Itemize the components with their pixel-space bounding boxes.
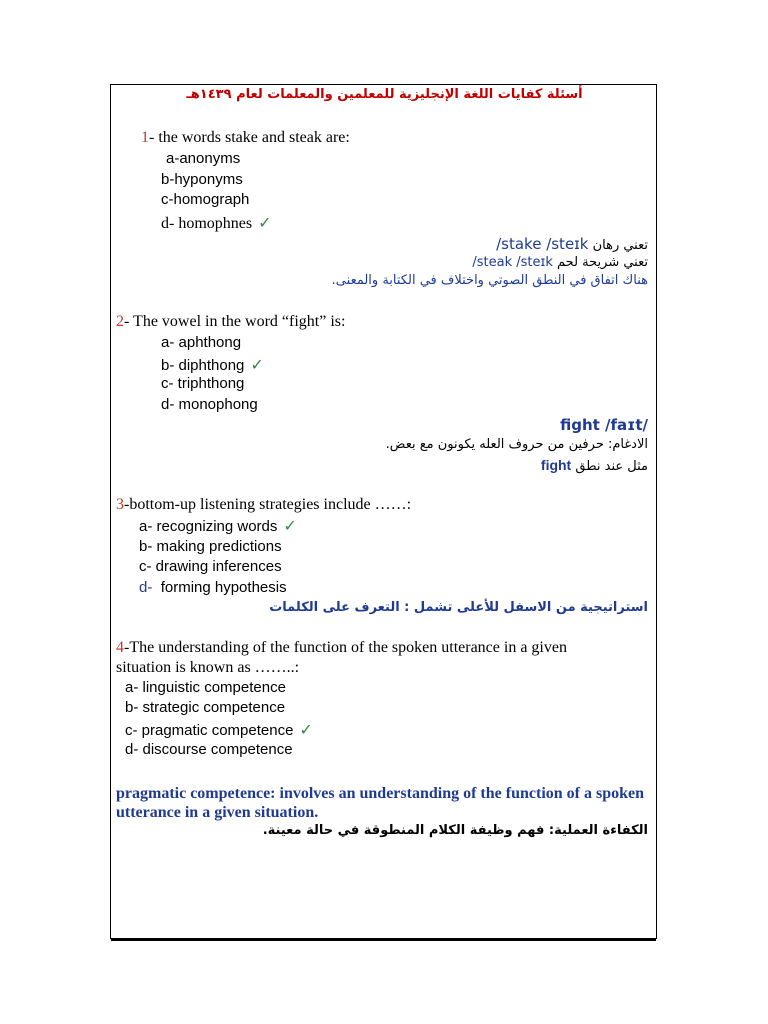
phonetic-en: stake /steɪk/ xyxy=(496,235,589,253)
question-number: 1 xyxy=(141,129,149,146)
check-mark-icon: ✓ xyxy=(258,215,272,232)
q2-option-c: c- triphthong xyxy=(161,375,245,392)
option-label: a- recognizing words xyxy=(139,518,278,535)
question-4 xyxy=(116,639,567,657)
phonetic-ar: تعني رهان xyxy=(592,238,648,253)
option-label: c- pragmatic competence xyxy=(125,722,294,739)
q2-option-d: d- monophong xyxy=(161,396,258,413)
question-text: -bottom-up listening strategies include ……: xyxy=(124,496,412,513)
question-text: - the words stake and steak are: xyxy=(149,129,350,146)
phonetic-ar: تعني شريحة لحم xyxy=(557,255,648,270)
q1-note: هناك اتفاق في النطق الصوتي واختلاف في الكتابة والمعنى. xyxy=(331,273,648,288)
q1-option-c: c-homograph xyxy=(161,191,250,208)
option-letter: d- xyxy=(139,579,153,596)
note-text: مثل عند نطق xyxy=(575,459,648,474)
q2-option-b xyxy=(161,355,264,375)
phonetic-en: steak /steɪk/ xyxy=(472,255,553,270)
q2-option-a: a- aphthong xyxy=(161,334,242,351)
question-3 xyxy=(116,496,411,514)
q4-option-a: a- linguistic competence xyxy=(125,679,286,696)
q1-phonetic-steak xyxy=(472,255,648,270)
q3-option-d xyxy=(139,579,287,596)
check-mark-icon: ✓ xyxy=(250,357,264,374)
q3-option-a xyxy=(139,516,297,536)
q1-option-b: b-hyponyms xyxy=(161,171,243,188)
q3-note: استراتيجية من الاسفل للأعلى تشمل : التعرف على الكلمات xyxy=(269,600,648,615)
q4-option-c xyxy=(125,720,313,740)
q1-option-a: a-anonyms xyxy=(166,150,241,167)
q4-note-ar: الكفاءة العملية: فهم وظيفة الكلام المنطوقة في حالة معينة. xyxy=(262,823,648,838)
question-2 xyxy=(116,313,345,331)
page-title: أسئلة كفايات اللغة الإنجليزية للمعلمين والمعلمات لعام ١٤٣٩هـ xyxy=(186,87,583,102)
question-number: 4 xyxy=(116,639,124,656)
question-number: 2 xyxy=(116,313,124,330)
q4-option-d: d- discourse competence xyxy=(125,741,293,758)
q2-phonetic: fight /faɪt/ xyxy=(560,416,648,434)
q3-option-c: c- drawing inferences xyxy=(139,558,282,575)
page-frame xyxy=(110,84,657,939)
note-word: fight xyxy=(540,457,572,473)
q2-note-2 xyxy=(541,457,648,474)
check-mark-icon: ✓ xyxy=(283,518,297,535)
option-label: b- diphthong xyxy=(161,357,245,374)
q4-option-b: b- strategic competence xyxy=(125,699,286,716)
question-number: 3 xyxy=(116,496,124,513)
q1-phonetic-stake xyxy=(496,235,648,253)
q4-note-en: pragmatic competence: involves an understanding of the function of a spoken utterance in a given situation. xyxy=(116,785,645,821)
q3-option-b: b- making predictions xyxy=(139,538,282,555)
question-text: - The vowel in the word “fight” is: xyxy=(124,313,346,330)
option-label: d- homophnes xyxy=(161,215,253,232)
question-4-line-2: situation is known as ……..: xyxy=(116,659,300,676)
question-text: -The understanding of the function of the spoken utterance in a given xyxy=(124,639,567,656)
option-label: forming hypothesis xyxy=(160,579,287,596)
q1-option-d xyxy=(161,213,272,233)
check-mark-icon: ✓ xyxy=(299,722,313,739)
question-1 xyxy=(141,129,350,147)
q2-note-1: الادغام: حرفين من حروف العله يكونون مع بعض. xyxy=(385,437,648,452)
